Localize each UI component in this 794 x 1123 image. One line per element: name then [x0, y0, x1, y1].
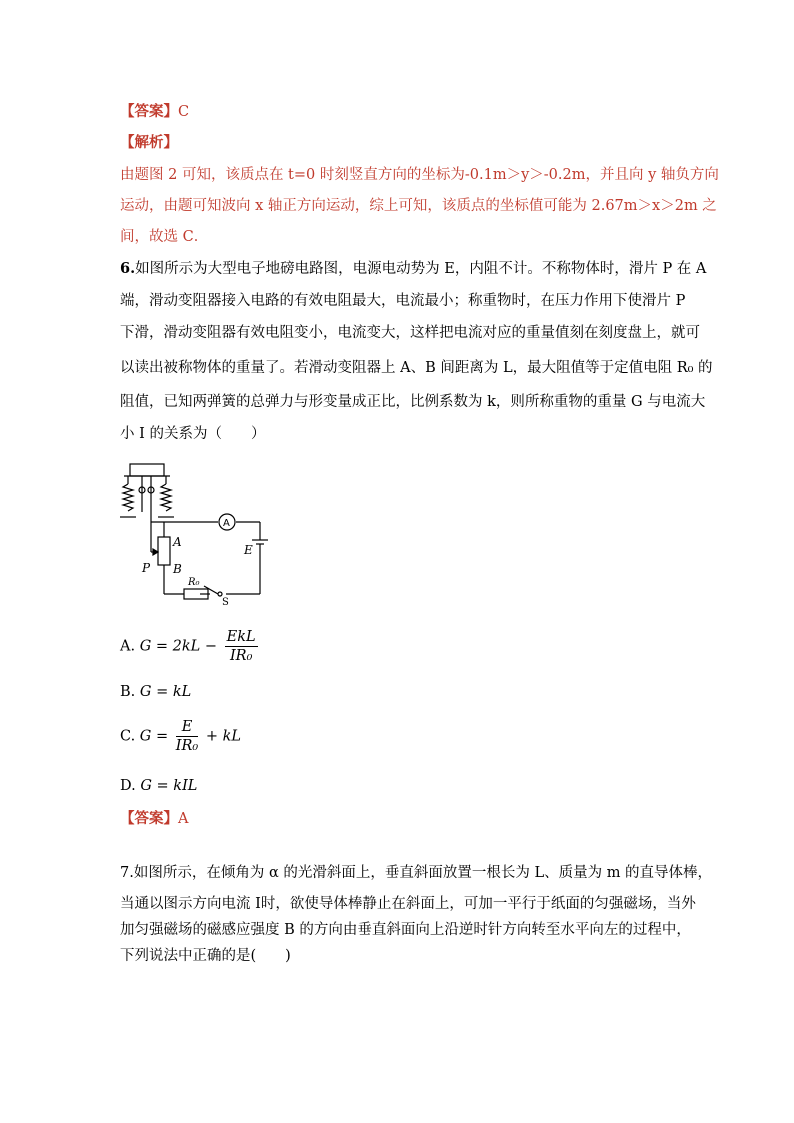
question-7-line: 加匀强磁场的磁感应强度 B 的方向由垂直斜面向上沿逆时针方向转至水平向左的过程中，: [120, 922, 691, 938]
question-6-line: [120, 259, 706, 279]
label-b: B: [173, 562, 182, 576]
analysis-line: 运动，由题可知波向 x 轴正方向运动，综上可知，该质点的坐标值可能为 2.67m＞x＞2m 之: [120, 198, 717, 214]
question-6-line: 阻值，已知两弹簧的总弹力与形变量成正比，比例系数为 k，则所称重物的重量 G 与电流大: [120, 394, 706, 410]
circuit-diagram: [118, 462, 268, 607]
option-letter: A.: [120, 638, 136, 655]
option-expr: G = 2kL −: [139, 638, 218, 655]
answer-label: 【答案】: [120, 103, 178, 120]
option-expr: G =: [139, 728, 169, 745]
question-number: 6.: [120, 260, 136, 277]
question-6-line: 小 I 的关系为（ ）: [120, 426, 266, 442]
denominator: IR₀: [229, 648, 253, 664]
answer-value: A: [178, 811, 189, 827]
label-s: S: [222, 597, 229, 607]
analysis-line: 由题图 2 可知，该质点在 t=0 时刻竖直方向的坐标为-0.1m＞y＞-0.2m，并且向 y 轴负方向: [120, 167, 719, 183]
option-letter: D.: [120, 778, 136, 794]
label-r0: R₀: [188, 577, 200, 588]
option-a: [120, 628, 261, 665]
numerator: E: [176, 718, 198, 737]
question-6-line: 下滑，滑动变阻器有效电阻变小，电流变大，这样把电流对应的重量值刻在刻度盘上，就可: [120, 325, 700, 341]
answer-value: C: [178, 104, 190, 120]
fraction: [176, 718, 198, 755]
label-e: E: [244, 543, 253, 557]
denominator: IR₀: [175, 738, 199, 754]
question-text: 如图所示为大型电子地磅电路图，电源电动势为 E，内阻不计。不称物体时，滑片 P 在 A: [135, 261, 707, 277]
analysis-line: 间，故选 C．: [120, 229, 209, 245]
question-7-line: 7.如图所示，在倾角为 α 的光滑斜面上，垂直斜面放置一根长为 L、质量为 m 的直导体棒，: [120, 865, 713, 881]
question-7-line: 下列说法中正确的是( ): [120, 948, 291, 964]
option-c: [120, 718, 241, 755]
numerator: EkL: [226, 629, 256, 645]
option-letter: C.: [120, 728, 136, 745]
answer-label: 【答案】: [120, 810, 178, 827]
option-expr-rhs: + kL: [205, 728, 242, 745]
question-7-line: 当通以图示方向电流 I时，欲使导体棒静止在斜面上，可加一平行于纸面的匀强磁场，当外: [120, 896, 696, 912]
option-expr: G = kL: [139, 684, 192, 700]
answer-6: [120, 809, 188, 829]
answer-5: [120, 102, 189, 122]
label-p: P: [142, 561, 151, 575]
fraction: [225, 628, 258, 665]
question-6-line: 以读出被称物体的重量了。若滑动变阻器上 A、B 间距离为 L，最大阻值等于定值电阻 R₀ 的: [120, 360, 713, 376]
option-b: [120, 684, 191, 700]
analysis-label: 【解析】: [120, 134, 178, 151]
ammeter-label: A: [223, 518, 230, 529]
label-a: A: [173, 535, 182, 549]
question-6-line: 端，滑动变阻器接入电路的有效电阻最大，电流最小；称重物时，在压力作用下使滑片 P: [120, 293, 686, 309]
option-expr: G = kIL: [140, 778, 198, 794]
option-d: [120, 778, 197, 794]
option-letter: B.: [120, 684, 136, 700]
